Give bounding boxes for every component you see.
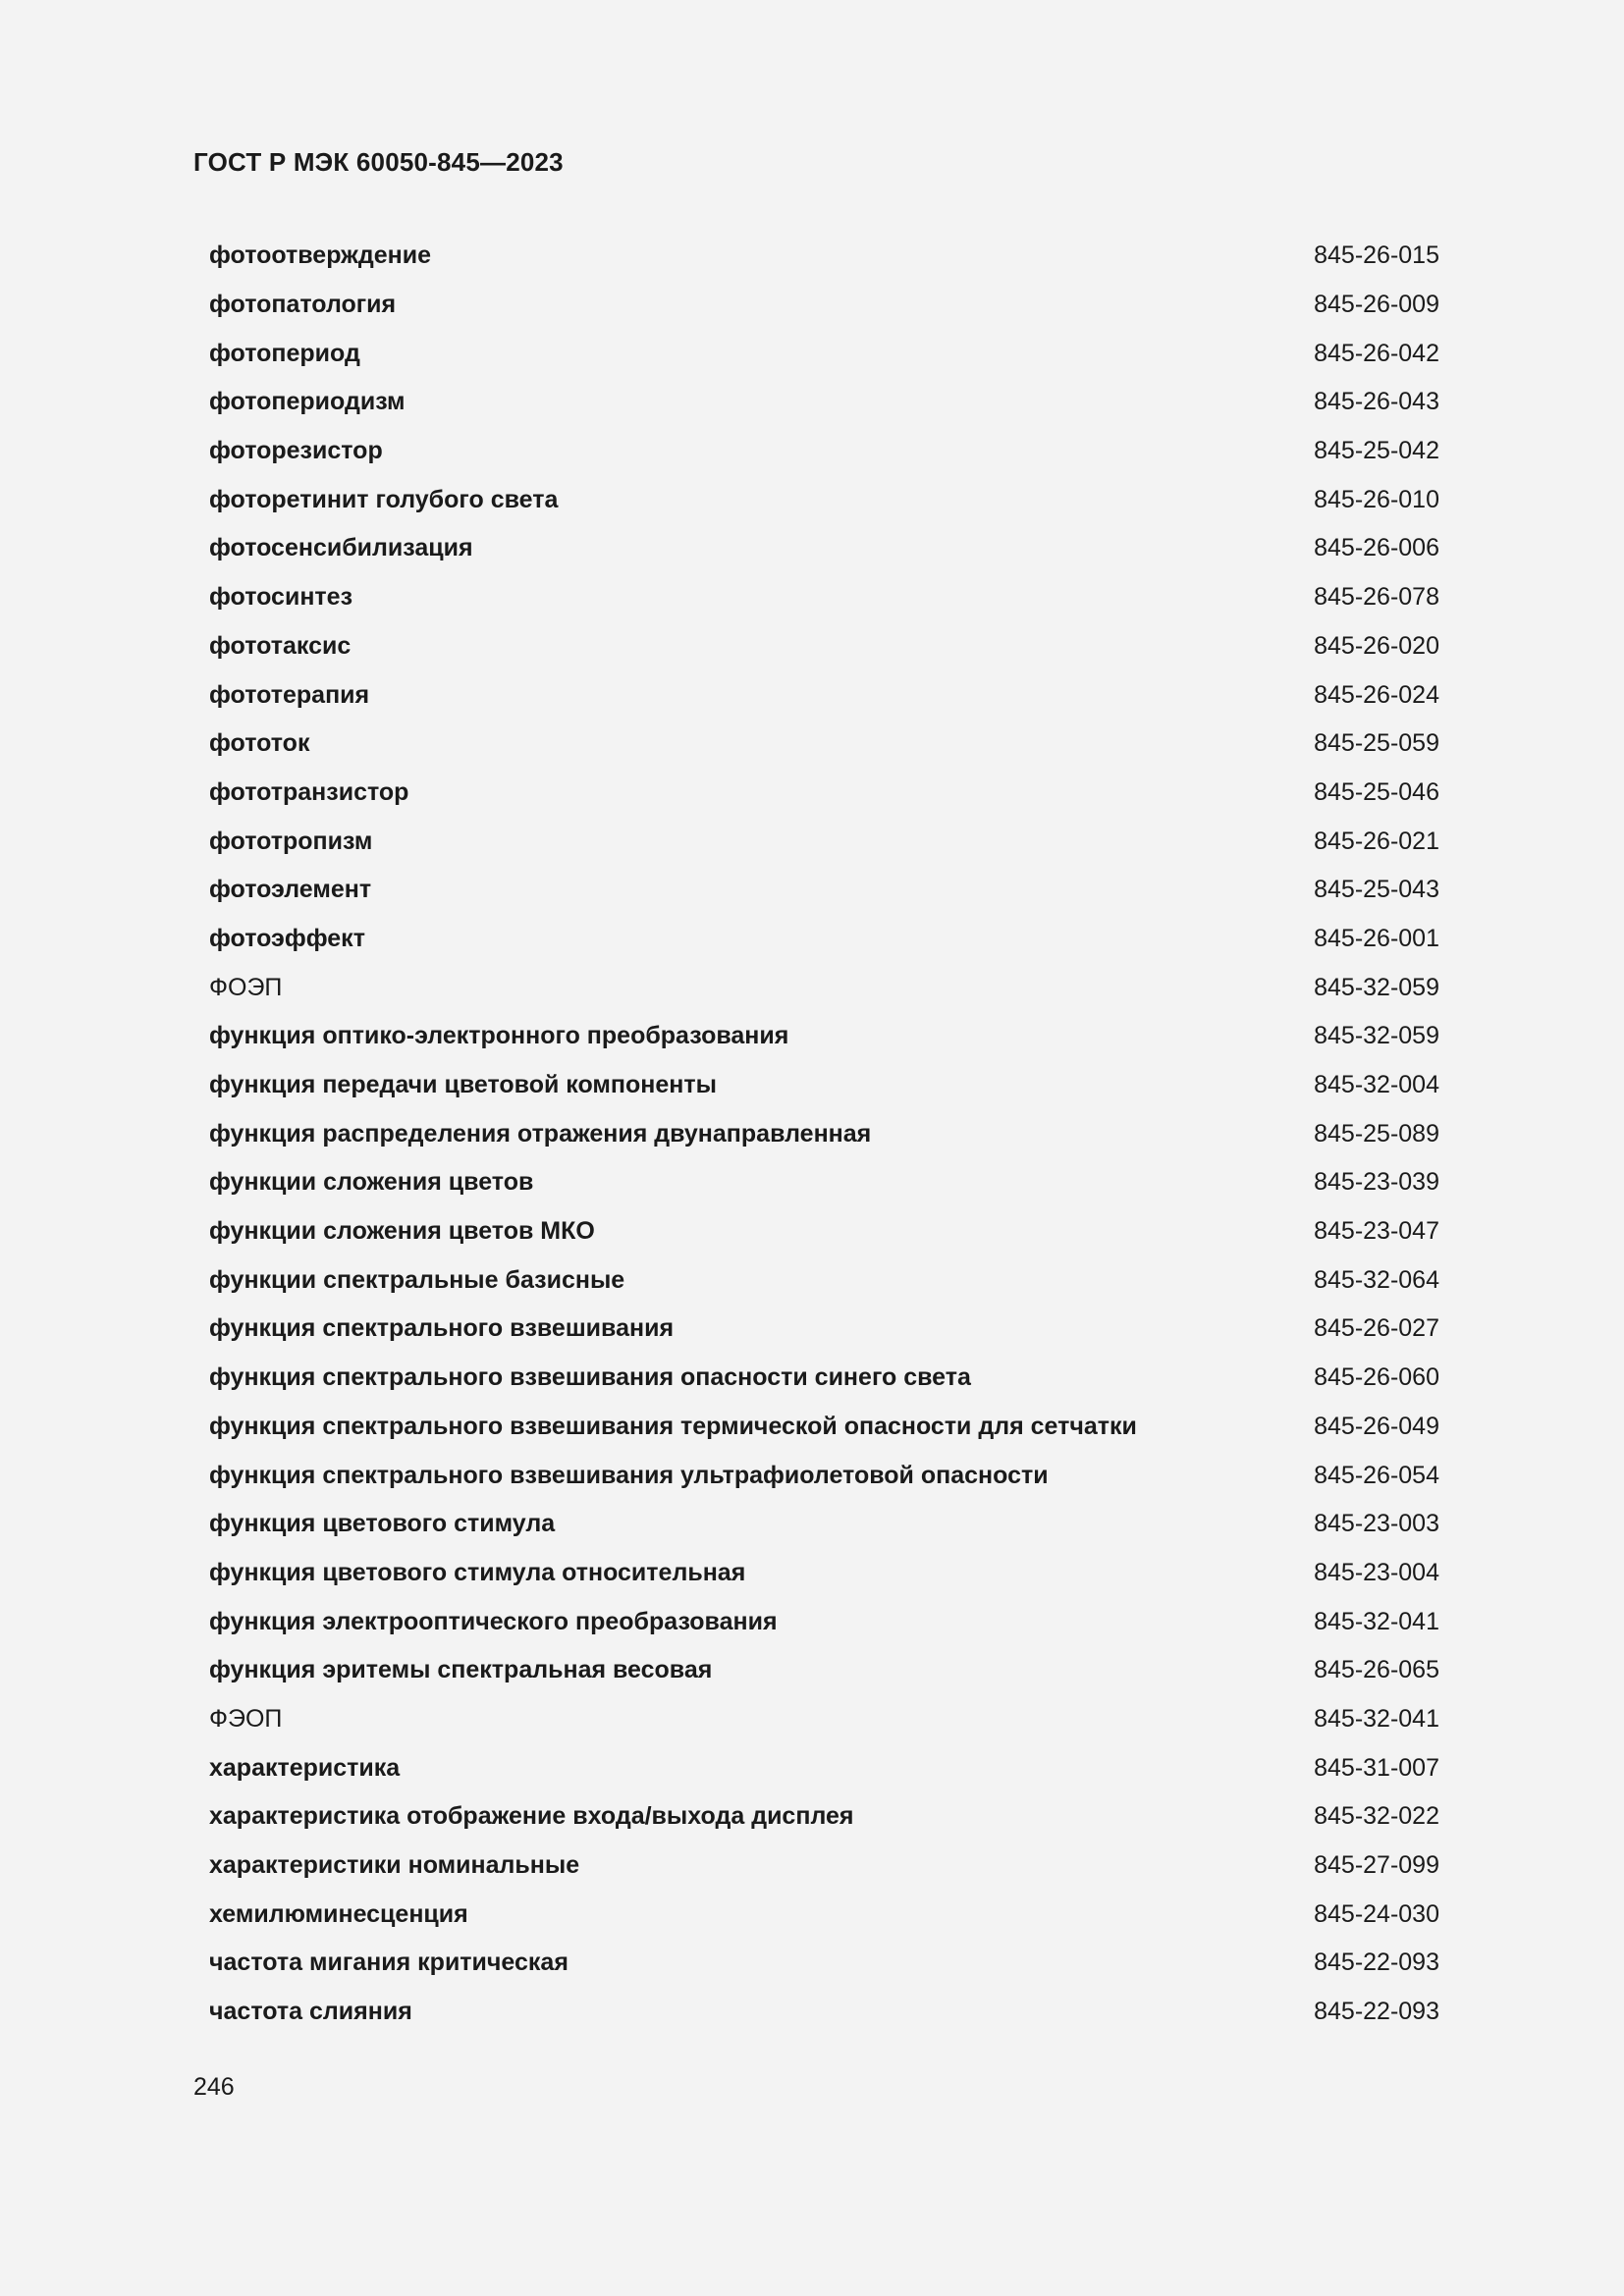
index-code: 845-23-039 (1314, 1168, 1439, 1197)
index-entry (209, 378, 1439, 427)
index-entry (209, 1597, 1439, 1646)
index-code: 845-32-059 (1314, 1022, 1439, 1050)
index-term: функции спектральные базисные (209, 1265, 625, 1294)
index-entry (209, 524, 1439, 573)
index-code: 845-26-024 (1314, 680, 1439, 709)
index-code: 845-24-030 (1314, 1899, 1439, 1928)
index-entry (209, 769, 1439, 818)
index-entry (209, 963, 1439, 1012)
index-entry (209, 232, 1439, 281)
index-term: фотоотверждение (209, 241, 432, 270)
index-term: фототерапия (209, 680, 370, 709)
index-term: функции сложения цветов МКО (209, 1217, 595, 1246)
index-code: 845-26-042 (1314, 339, 1439, 367)
index-code: 845-26-054 (1314, 1461, 1439, 1489)
index-term: фотопериод (209, 339, 360, 367)
index-entry (209, 1305, 1439, 1354)
index-code: 845-26-010 (1314, 485, 1439, 513)
index-term: фотопатология (209, 291, 397, 319)
index-term: функция передачи цветовой компоненты (209, 1071, 717, 1099)
index-code: 845-23-004 (1314, 1558, 1439, 1586)
index-entry (209, 475, 1439, 524)
index-term: функция цветового стимула относительная (209, 1558, 746, 1586)
index-entry (209, 622, 1439, 671)
index-entry (209, 1792, 1439, 1842)
index-entry (209, 329, 1439, 378)
index-term: фотопериодизм (209, 388, 406, 416)
index-code: 845-32-041 (1314, 1704, 1439, 1733)
index-code: 845-23-047 (1314, 1217, 1439, 1246)
index-entry (209, 670, 1439, 720)
index-entry (209, 573, 1439, 622)
index-code: 845-32-059 (1314, 973, 1439, 1001)
index-term: фотосенсибилизация (209, 534, 473, 562)
index-term: функция распределения отражения двунаправленная (209, 1119, 872, 1148)
index-entry (209, 1255, 1439, 1305)
index-entry (209, 1646, 1439, 1695)
index-code: 845-26-006 (1314, 534, 1439, 562)
index-term: фотоэлемент (209, 876, 372, 904)
index-term: характеристики номинальные (209, 1851, 580, 1880)
index-code: 845-26-049 (1314, 1412, 1439, 1440)
index-entry (209, 1451, 1439, 1500)
index-entry (209, 1939, 1439, 1988)
index-code: 845-26-020 (1314, 631, 1439, 660)
index-entry (209, 1500, 1439, 1549)
index-entry (209, 1988, 1439, 2037)
index-term: частота слияния (209, 1998, 412, 2026)
index-code: 845-26-027 (1314, 1314, 1439, 1343)
index-entry (209, 1109, 1439, 1158)
index-entry (209, 1158, 1439, 1207)
index-code: 845-27-099 (1314, 1851, 1439, 1880)
index-term: функции сложения цветов (209, 1168, 534, 1197)
index-term: фототаксис (209, 631, 352, 660)
index-entry (209, 866, 1439, 915)
index-code: 845-26-001 (1314, 924, 1439, 952)
index-term: частота мигания критическая (209, 1949, 568, 1977)
index-term: ФЭОП (209, 1704, 283, 1733)
index-term: функция оптико-электронного преобразования (209, 1022, 789, 1050)
index-term: функция цветового стимула (209, 1510, 556, 1538)
index-entry (209, 1207, 1439, 1256)
index-code: 845-25-043 (1314, 876, 1439, 904)
index-term: функция спектрального взвешивания ультрафиолетовой опасности (209, 1461, 1049, 1489)
index-code: 845-26-015 (1314, 241, 1439, 270)
index-code: 845-31-007 (1314, 1753, 1439, 1782)
index-code: 845-26-065 (1314, 1656, 1439, 1684)
index-entry (209, 817, 1439, 866)
index-code: 845-32-041 (1314, 1607, 1439, 1635)
index-code: 845-22-093 (1314, 1949, 1439, 1977)
index-code: 845-26-078 (1314, 583, 1439, 612)
index-entry (209, 1695, 1439, 1744)
index-term: функция спектрального взвешивания (209, 1314, 675, 1343)
index-entry (209, 1890, 1439, 1939)
index-term: фототропизм (209, 827, 373, 855)
index-term: функция электрооптического преобразования (209, 1607, 778, 1635)
index-code: 845-25-089 (1314, 1119, 1439, 1148)
index-entry (209, 720, 1439, 769)
index-term: функция спектрального взвешивания опасности синего света (209, 1363, 971, 1392)
index-entry (209, 1012, 1439, 1061)
index-entry (209, 915, 1439, 964)
index-term: характеристика отображение входа/выхода дисплея (209, 1802, 854, 1831)
index-term: ФОЭП (209, 973, 283, 1001)
index-code: 845-23-003 (1314, 1510, 1439, 1538)
page-number: 246 (193, 2073, 235, 2101)
index-term: функция эритемы спектральная весовая (209, 1656, 713, 1684)
index-entry (209, 1842, 1439, 1891)
index-entry (209, 1061, 1439, 1110)
document-header: ГОСТ Р МЭК 60050-845—2023 (193, 147, 564, 177)
index-code: 845-26-021 (1314, 827, 1439, 855)
index-term: фототок (209, 729, 310, 758)
index-code: 845-25-042 (1314, 437, 1439, 465)
index-code: 845-26-009 (1314, 291, 1439, 319)
index-code: 845-25-059 (1314, 729, 1439, 758)
index-entry (209, 427, 1439, 476)
index-code: 845-32-004 (1314, 1071, 1439, 1099)
index-code: 845-22-093 (1314, 1998, 1439, 2026)
index-entry (209, 1743, 1439, 1792)
index-term: фотоэффект (209, 924, 365, 952)
index-term: фоторезистор (209, 437, 383, 465)
index-entry (209, 1354, 1439, 1403)
index-entry (209, 1403, 1439, 1452)
index-term: хемилюминесценция (209, 1899, 468, 1928)
index-term: фототранзистор (209, 777, 409, 806)
term-index-list (209, 232, 1439, 2036)
index-code: 845-32-064 (1314, 1265, 1439, 1294)
index-code: 845-26-060 (1314, 1363, 1439, 1392)
index-term: характеристика (209, 1753, 401, 1782)
index-code: 845-26-043 (1314, 388, 1439, 416)
index-term: фоторетинит голубого света (209, 485, 559, 513)
index-code: 845-32-022 (1314, 1802, 1439, 1831)
index-term: фотосинтез (209, 583, 352, 612)
index-entry (209, 281, 1439, 330)
index-code: 845-25-046 (1314, 777, 1439, 806)
index-term: функция спектрального взвешивания термической опасности для сетчатки (209, 1412, 1137, 1440)
index-entry (209, 1549, 1439, 1598)
